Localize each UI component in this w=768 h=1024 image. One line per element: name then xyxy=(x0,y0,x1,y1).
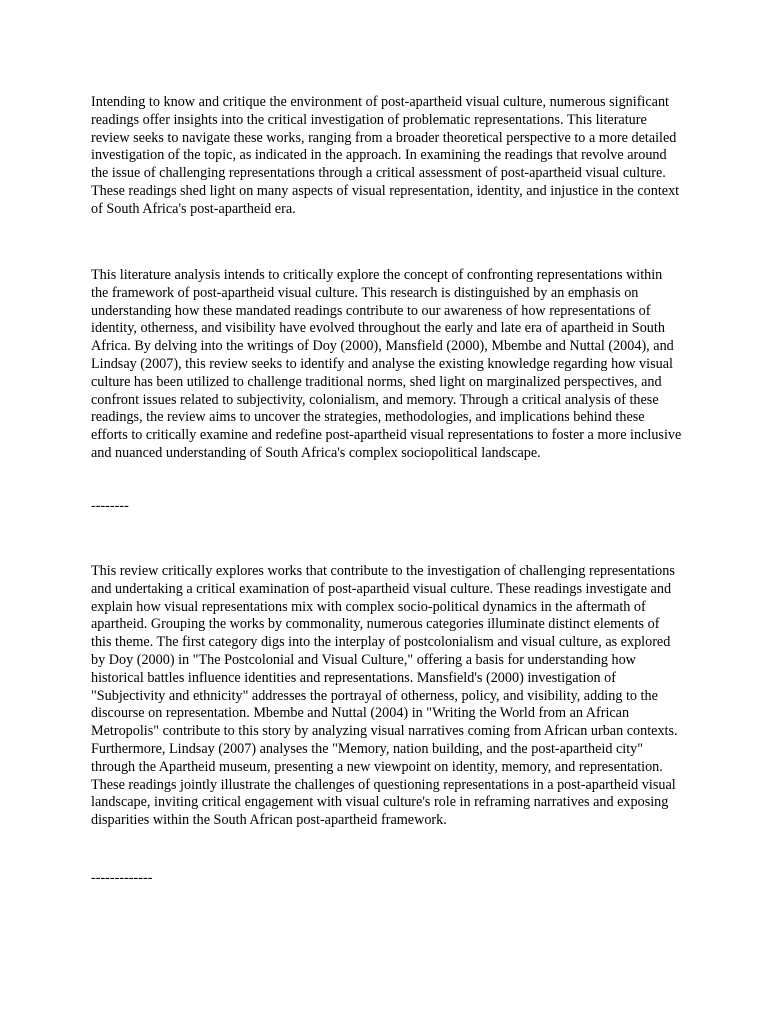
separator-line-2: ------------- xyxy=(91,870,153,886)
paragraph-literature-analysis: This literature analysis intends to critically explore the concept of confronting representations within the framework of post-apartheid visual culture. This research is distinguished by an emphasis on understanding how these mandated readings contribute to our awareness of how representations of identity, otherness, and visibility have evolved throughout the early and late era of apartheid in South Africa. By delving into the writings of Doy (2000), Mansfield (2000), Mbembe and Nuttal (2004), and Lindsay (2007), this review seeks to identify and analyse the existing knowledge regarding how visual culture has been utilized to challenge traditional norms, shed light on marginalized perspectives, and confront issues related to subjectivity, colonialism, and memory. Through a critical analysis of these readings, the review aims to uncover the strategies, methodologies, and implications behind these efforts to critically examine and redefine post-apartheid visual representations to foster a more inclusive and nuanced understanding of South Africa's complex sociopolitical landscape. xyxy=(91,267,682,461)
paragraph-intro: Intending to know and critique the environment of post-apartheid visual culture, numerous significant readings offer insights into the critical investigation of problematic representations. This literature review seeks to navigate these works, ranging from a broader theoretical perspective to a more detailed investigation of the topic, as indicated in the approach. In examining the readings that revolve around the issue of challenging representations through a critical assessment of post-apartheid visual culture. These readings shed light on many aspects of visual representation, identity, and injustice in the context of South Africa's post-apartheid era. xyxy=(91,94,680,217)
separator-line: -------- xyxy=(91,498,129,514)
paragraph-review: This review critically explores works that contribute to the investigation of challenging representations and undertaking a critical examination of post-apartheid visual culture. These readings investigate and explain how visual representations mix with complex socio-political dynamics in the aftermath of apartheid. Grouping the works by commonality, numerous categories illuminate distinct elements of this theme. The first category digs into the interplay of postcolonialism and visual culture, as explored by Doy (2000) in "The Postcolonial and Visual Culture," offering a basis for understanding how historical battles influence identities and representations. Mansfield's (2000) investigation of "Subjectivity and ethnicity" addresses the portrayal of otherness, policy, and visibility, adding to the discourse on representation. Mbembe and Nuttal (2004) in "Writing the World from an African Metropolis" contribute to this story by analyzing visual narratives coming from African urban contexts. Furthermore, Lindsay (2007) analyses the "Memory, nation building, and the post-apartheid city" through the Apartheid museum, presenting a new viewpoint on identity, memory, and representation. These readings jointly illustrate the challenges of questioning representations in a post-apartheid visual landscape, inviting critical engagement with visual culture's role in reframing narratives and exposing disparities within the South African post-apartheid framework. xyxy=(91,563,678,829)
